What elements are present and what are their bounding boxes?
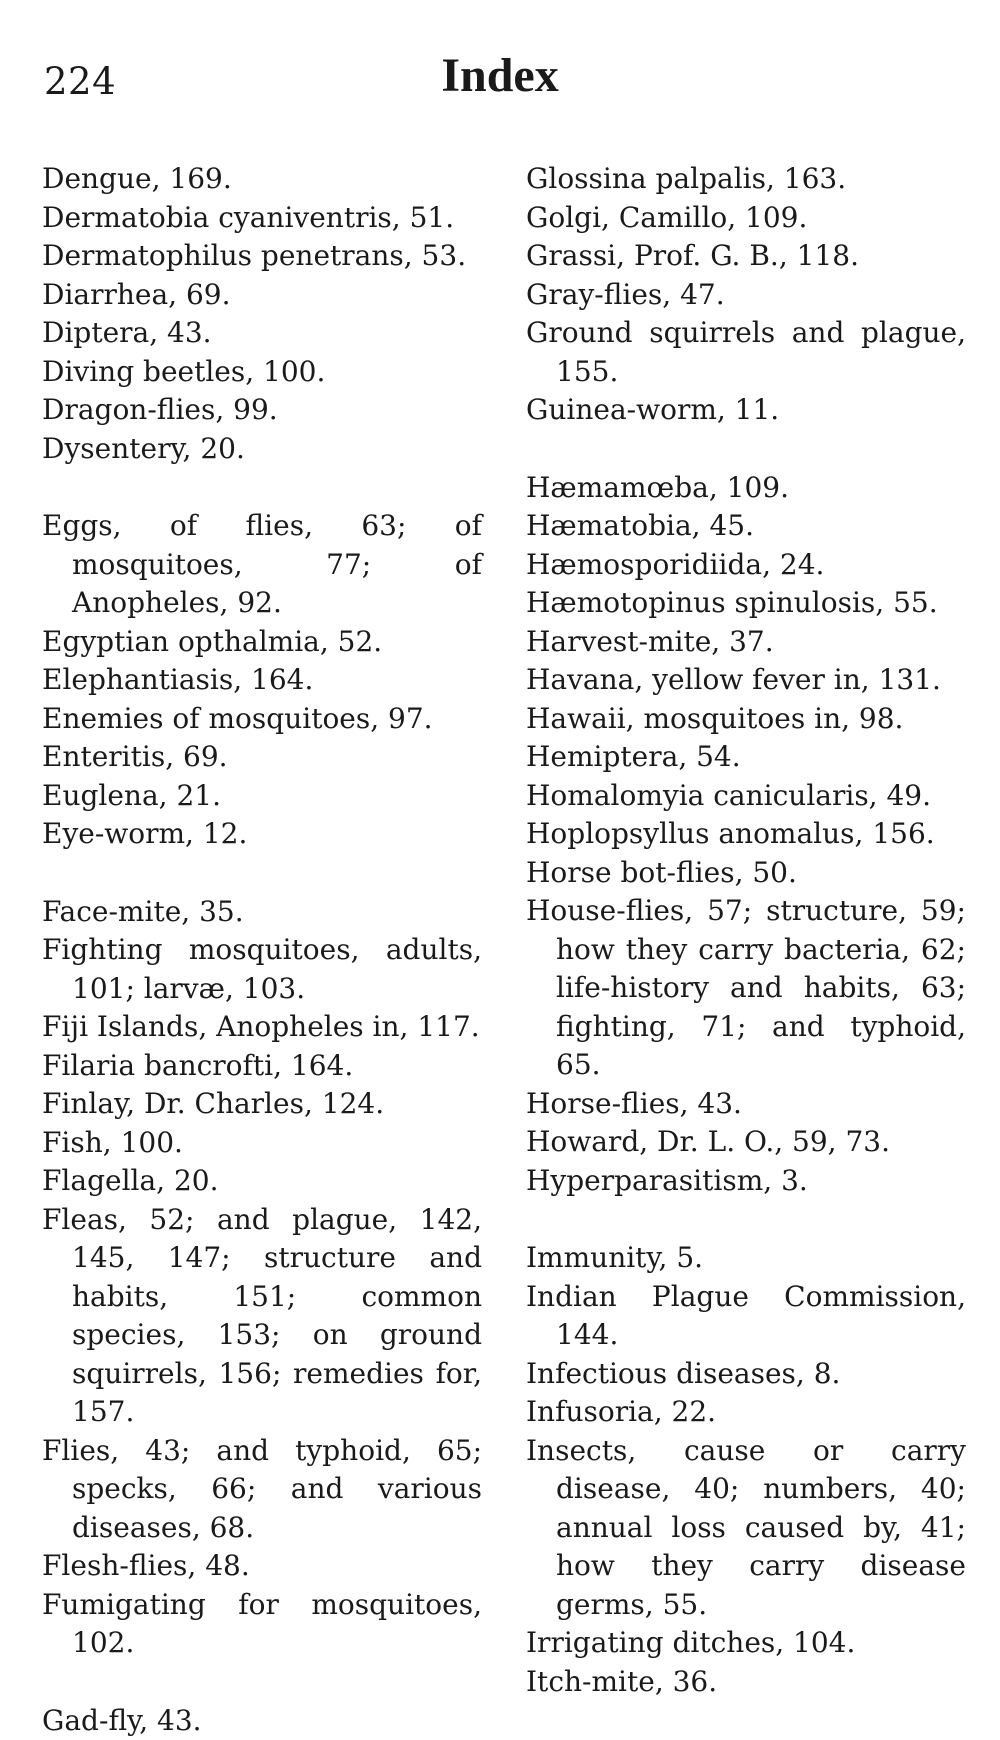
letter-group — [42, 893, 482, 1663]
index-entry: Diptera, 43. — [42, 314, 482, 353]
index-entry: Irrigating ditches, 104. — [526, 1624, 966, 1663]
index-entry: Immunity, 5. — [526, 1239, 966, 1278]
index-entry: Hæmamœba, 109. — [526, 469, 966, 508]
index-entry: Insects, cause or carry disease, 40; numbers, 40; annual loss caused by, 41; how they carry disease germs, 55. — [526, 1432, 966, 1625]
index-entry: Hæmatobia, 45. — [526, 507, 966, 546]
index-entry: Ground squirrels and plague, 155. — [526, 314, 966, 391]
index-entry: Fish, 100. — [42, 1124, 482, 1163]
index-entry: Glossina palpalis, 163. — [526, 160, 966, 199]
index-entry: Infusoria, 22. — [526, 1393, 966, 1432]
letter-group-gap — [526, 1200, 966, 1239]
index-entry: Golgi, Camillo, 109. — [526, 199, 966, 238]
index-entry: Face-mite, 35. — [42, 893, 482, 932]
index-entry: Guinea-worm, 11. — [526, 391, 966, 430]
index-entry: Diarrhea, 69. — [42, 276, 482, 315]
page-title: Index — [0, 48, 1000, 103]
index-entry: Eggs, of flies, 63; of mosquitoes, 77; of Anopheles, 92. — [42, 507, 482, 623]
index-entry: Flagella, 20. — [42, 1162, 482, 1201]
index-entry: Dysentery, 20. — [42, 430, 482, 469]
index-entry: Hawaii, mosquitoes in, 98. — [526, 700, 966, 739]
index-entry: Hæmotopinus spinulosis, 55. — [526, 584, 966, 623]
index-entry: Gray-flies, 47. — [526, 276, 966, 315]
index-entry: Dermatophilus penetrans, 53. — [42, 237, 482, 276]
index-entry: Fiji Islands, Anopheles in, 117. — [42, 1008, 482, 1047]
index-entry: Gad-fly, 43. — [42, 1702, 482, 1740]
index-entry: Egyptian opthalmia, 52. — [42, 623, 482, 662]
index-entry: Enteritis, 69. — [42, 738, 482, 777]
letter-group-gap — [526, 430, 966, 469]
page-number: 224 — [44, 60, 116, 103]
letter-group — [42, 1702, 482, 1740]
index-entry: Howard, Dr. L. O., 59, 73. — [526, 1123, 966, 1162]
index-entry: Hyperparasitism, 3. — [526, 1162, 966, 1201]
index-entry: Eye-worm, 12. — [42, 815, 482, 854]
index-entry: Itch-mite, 36. — [526, 1663, 966, 1702]
index-entry: Finlay, Dr. Charles, 124. — [42, 1085, 482, 1124]
letter-group — [42, 160, 482, 468]
letter-group — [526, 469, 966, 1201]
index-entry: Horse-flies, 43. — [526, 1085, 966, 1124]
index-entry: Enemies of mosquitoes, 97. — [42, 700, 482, 739]
index-column-right — [526, 160, 966, 1701]
index-entry: Flesh-flies, 48. — [42, 1547, 482, 1586]
index-entry: Hemiptera, 54. — [526, 738, 966, 777]
index-entry: Filaria bancrofti, 164. — [42, 1047, 482, 1086]
index-entry: Flies, 43; and typhoid, 65; specks, 66; and various diseases, 68. — [42, 1432, 482, 1548]
index-entry: Elephantiasis, 164. — [42, 661, 482, 700]
index-entry: Horse bot-flies, 50. — [526, 854, 966, 893]
index-entry: Euglena, 21. — [42, 777, 482, 816]
index-entry: Indian Plague Commission, 144. — [526, 1278, 966, 1355]
index-entry: Fleas, 52; and plague, 142, 145, 147; structure and habits, 151; common species, 153; on ground squirrels, 156; remedies for, 157. — [42, 1201, 482, 1432]
index-entry: Dermatobia cyaniventris, 51. — [42, 199, 482, 238]
index-entry: Dragon-flies, 99. — [42, 391, 482, 430]
index-entry: Havana, yellow fever in, 131. — [526, 661, 966, 700]
letter-group-gap — [42, 1663, 482, 1702]
index-entry: Hæmosporidiida, 24. — [526, 546, 966, 585]
index-entry: Infectious diseases, 8. — [526, 1355, 966, 1394]
index-entry: Dengue, 169. — [42, 160, 482, 199]
index-entry: Diving beetles, 100. — [42, 353, 482, 392]
letter-group — [526, 160, 966, 430]
index-entry: Grassi, Prof. G. B., 118. — [526, 237, 966, 276]
index-entry: Hoplopsyllus anomalus, 156. — [526, 815, 966, 854]
index-entry: Homalomyia canicularis, 49. — [526, 777, 966, 816]
letter-group — [526, 1239, 966, 1701]
index-entry: Harvest-mite, 37. — [526, 623, 966, 662]
index-entry: Fighting mosquitoes, adults, 101; larvæ, 103. — [42, 931, 482, 1008]
letter-group-gap — [42, 468, 482, 507]
letter-group — [42, 507, 482, 854]
index-entry: House-flies, 57; structure, 59; how they carry bacteria, 62; life-history and habits, 63; fighting, 71; and typhoid, 65. — [526, 892, 966, 1085]
index-entry: Fumigating for mosquitoes, 102. — [42, 1586, 482, 1663]
letter-group-gap — [42, 854, 482, 893]
index-column-left — [42, 160, 482, 1740]
